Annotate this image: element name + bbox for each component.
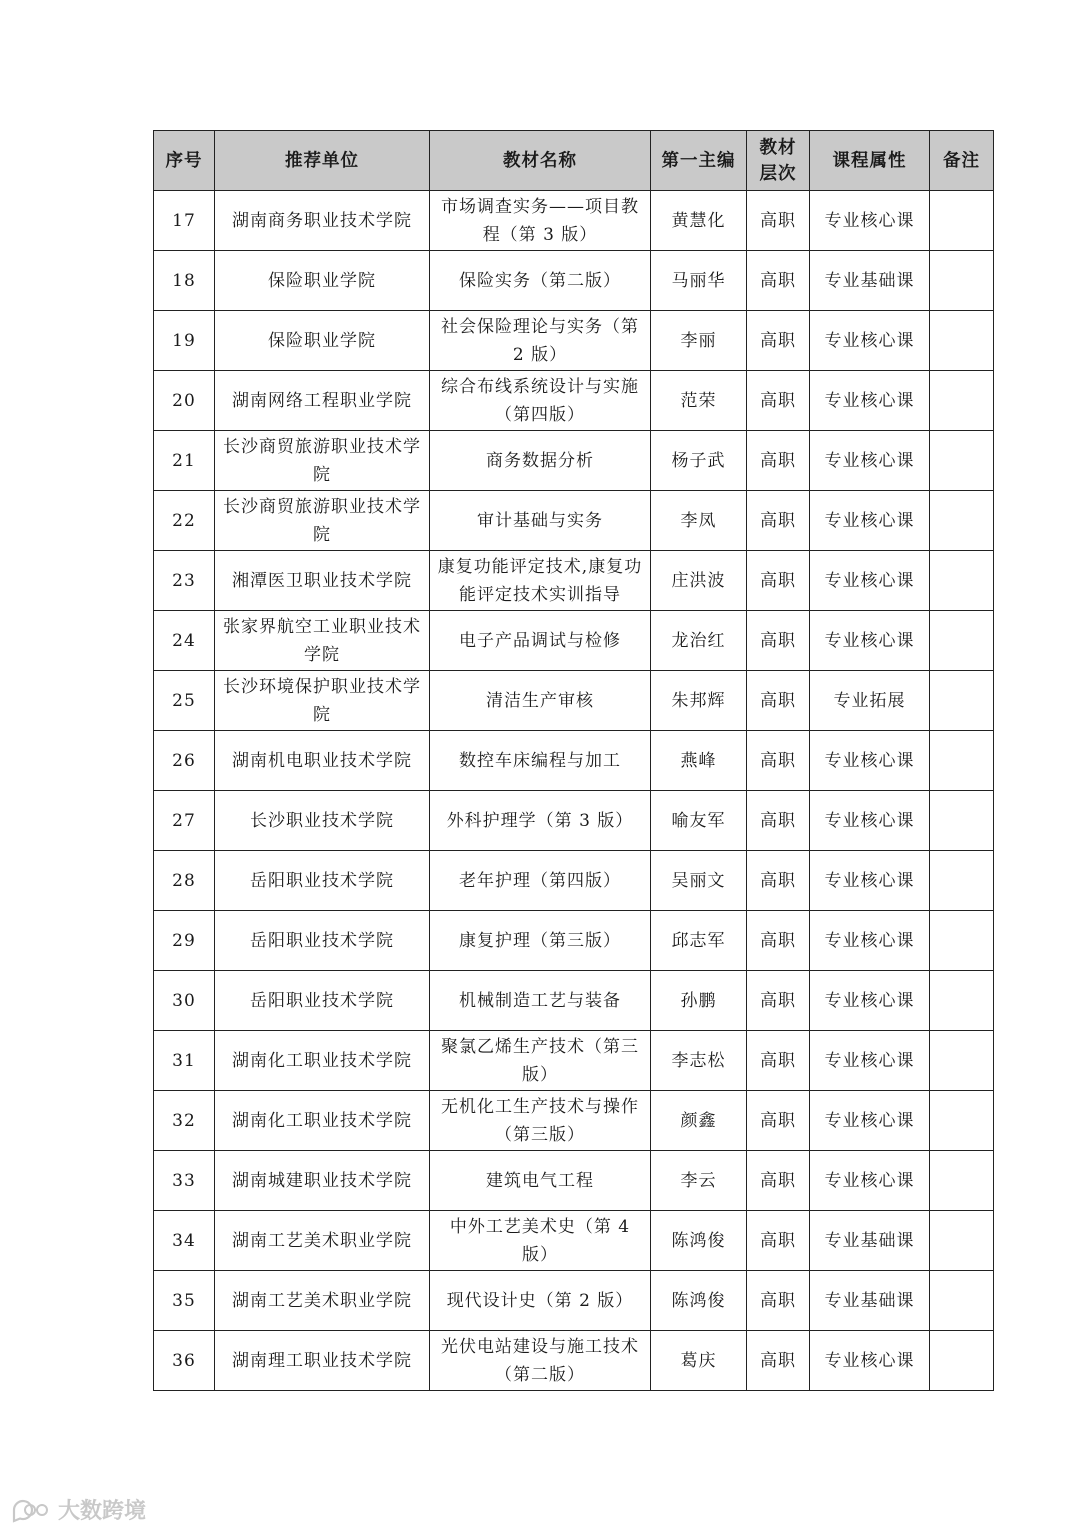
cell-editor: 吴丽文 <box>651 851 747 911</box>
cell-editor: 龙治红 <box>651 611 747 671</box>
cell-remark <box>930 971 994 1031</box>
cell-course-type: 专业核心课 <box>810 491 930 551</box>
cell-level: 高职 <box>747 1091 810 1151</box>
cell-course-type: 专业核心课 <box>810 1151 930 1211</box>
table-row <box>154 851 994 911</box>
cell-title: 建筑电气工程 <box>430 1151 651 1211</box>
cell-title: 商务数据分析 <box>430 431 651 491</box>
cell-title: 综合布线系统设计与实施（第四版） <box>430 371 651 431</box>
cell-course-type: 专业基础课 <box>810 1271 930 1331</box>
cell-remark <box>930 911 994 971</box>
cell-level: 高职 <box>747 1211 810 1271</box>
cell-title: 审计基础与实务 <box>430 491 651 551</box>
cell-title: 聚氯乙烯生产技术（第三版） <box>430 1031 651 1091</box>
cell-editor: 葛庆 <box>651 1331 747 1391</box>
cell-index: 23 <box>154 551 215 611</box>
table-row <box>154 1031 994 1091</box>
table-row <box>154 911 994 971</box>
cell-remark <box>930 551 994 611</box>
cell-unit: 张家界航空工业职业技术学院 <box>215 611 430 671</box>
cell-course-type: 专业核心课 <box>810 971 930 1031</box>
cell-course-type: 专业核心课 <box>810 191 930 251</box>
header-cell-editor: 第一主编 <box>651 131 747 191</box>
cell-index: 33 <box>154 1151 215 1211</box>
cell-title: 保险实务（第二版） <box>430 251 651 311</box>
table-row <box>154 1331 994 1391</box>
cell-index: 19 <box>154 311 215 371</box>
header-cell-index: 序号 <box>154 131 215 191</box>
cell-unit: 岳阳职业技术学院 <box>215 911 430 971</box>
table-row <box>154 251 994 311</box>
cell-remark <box>930 1031 994 1091</box>
cell-index: 31 <box>154 1031 215 1091</box>
cell-remark <box>930 311 994 371</box>
table-row <box>154 971 994 1031</box>
cell-editor: 陈鸿俊 <box>651 1211 747 1271</box>
cell-title: 中外工艺美术史（第 4 版） <box>430 1211 651 1271</box>
header-cell-remark: 备注 <box>930 131 994 191</box>
cell-unit: 湖南化工职业技术学院 <box>215 1031 430 1091</box>
header-cell-title: 教材名称 <box>430 131 651 191</box>
header-row <box>154 131 994 191</box>
cell-course-type: 专业核心课 <box>810 311 930 371</box>
cell-remark <box>930 611 994 671</box>
cell-unit: 长沙职业技术学院 <box>215 791 430 851</box>
cell-level: 高职 <box>747 371 810 431</box>
cell-editor: 杨子武 <box>651 431 747 491</box>
cell-title: 机械制造工艺与装备 <box>430 971 651 1031</box>
cell-remark <box>930 791 994 851</box>
cell-course-type: 专业核心课 <box>810 851 930 911</box>
cell-unit: 湖南网络工程职业学院 <box>215 371 430 431</box>
cell-level: 高职 <box>747 851 810 911</box>
watermark-text: 大数跨境 <box>58 1499 147 1524</box>
cell-index: 21 <box>154 431 215 491</box>
cell-editor: 邱志军 <box>651 911 747 971</box>
cell-remark <box>930 191 994 251</box>
cell-remark <box>930 851 994 911</box>
cell-level: 高职 <box>747 431 810 491</box>
cell-editor: 黄慧化 <box>651 191 747 251</box>
cell-remark <box>930 491 994 551</box>
textbook-table <box>153 130 994 1391</box>
table-row <box>154 1151 994 1211</box>
cell-remark <box>930 731 994 791</box>
cell-level: 高职 <box>747 671 810 731</box>
cell-editor: 李丽 <box>651 311 747 371</box>
cell-level: 高职 <box>747 191 810 251</box>
cell-index: 30 <box>154 971 215 1031</box>
cell-level: 高职 <box>747 971 810 1031</box>
header-cell-course-type: 课程属性 <box>810 131 930 191</box>
cell-course-type: 专业拓展 <box>810 671 930 731</box>
cell-unit: 湖南商务职业技术学院 <box>215 191 430 251</box>
table-row <box>154 191 994 251</box>
cell-course-type: 专业核心课 <box>810 1091 930 1151</box>
cell-course-type: 专业核心课 <box>810 371 930 431</box>
cell-remark <box>930 431 994 491</box>
table-row <box>154 671 994 731</box>
cell-remark <box>930 1091 994 1151</box>
header-cell-unit: 推荐单位 <box>215 131 430 191</box>
cell-level: 高职 <box>747 1031 810 1091</box>
cell-title: 市场调查实务——项目教程（第 3 版） <box>430 191 651 251</box>
cell-course-type: 专业基础课 <box>810 1211 930 1271</box>
cell-level: 高职 <box>747 791 810 851</box>
cell-index: 28 <box>154 851 215 911</box>
cell-index: 17 <box>154 191 215 251</box>
cell-unit: 长沙环境保护职业技术学院 <box>215 671 430 731</box>
cell-index: 32 <box>154 1091 215 1151</box>
cell-title: 社会保险理论与实务（第 2 版） <box>430 311 651 371</box>
cell-index: 34 <box>154 1211 215 1271</box>
cell-remark <box>930 371 994 431</box>
cell-index: 24 <box>154 611 215 671</box>
watermark <box>10 1494 146 1525</box>
cell-editor: 喻友军 <box>651 791 747 851</box>
cell-unit: 长沙商贸旅游职业技术学院 <box>215 491 430 551</box>
cell-remark <box>930 1331 994 1391</box>
cell-unit: 岳阳职业技术学院 <box>215 971 430 1031</box>
table-row <box>154 731 994 791</box>
cell-editor: 李凤 <box>651 491 747 551</box>
cell-editor: 朱邦辉 <box>651 671 747 731</box>
cell-course-type: 专业核心课 <box>810 791 930 851</box>
cell-unit: 湖南工艺美术职业学院 <box>215 1211 430 1271</box>
table-header <box>154 131 994 191</box>
cell-course-type: 专业核心课 <box>810 911 930 971</box>
cell-unit: 岳阳职业技术学院 <box>215 851 430 911</box>
cell-unit: 湘潭医卫职业技术学院 <box>215 551 430 611</box>
cell-unit: 湖南理工职业技术学院 <box>215 1331 430 1391</box>
cell-level: 高职 <box>747 1151 810 1211</box>
cell-editor: 孙鹏 <box>651 971 747 1031</box>
cell-editor: 庄洪波 <box>651 551 747 611</box>
cell-index: 29 <box>154 911 215 971</box>
cell-title: 清洁生产审核 <box>430 671 651 731</box>
cell-editor: 陈鸿俊 <box>651 1271 747 1331</box>
cell-editor: 颜鑫 <box>651 1091 747 1151</box>
cell-index: 35 <box>154 1271 215 1331</box>
cell-unit: 湖南机电职业技术学院 <box>215 731 430 791</box>
cell-editor: 燕峰 <box>651 731 747 791</box>
table-row <box>154 1211 994 1271</box>
cell-unit: 保险职业学院 <box>215 311 430 371</box>
cell-index: 26 <box>154 731 215 791</box>
cell-editor: 范荣 <box>651 371 747 431</box>
cell-index: 36 <box>154 1331 215 1391</box>
table-row <box>154 551 994 611</box>
cell-level: 高职 <box>747 611 810 671</box>
cell-title: 无机化工生产技术与操作（第三版） <box>430 1091 651 1151</box>
cell-level: 高职 <box>747 911 810 971</box>
cell-title: 现代设计史（第 2 版） <box>430 1271 651 1331</box>
cell-level: 高职 <box>747 1271 810 1331</box>
cell-remark <box>930 1151 994 1211</box>
cell-course-type: 专业核心课 <box>810 431 930 491</box>
cell-course-type: 专业基础课 <box>810 251 930 311</box>
cell-title: 康复护理（第三版） <box>430 911 651 971</box>
cell-index: 25 <box>154 671 215 731</box>
cell-level: 高职 <box>747 251 810 311</box>
cell-remark <box>930 1211 994 1271</box>
table-row <box>154 1271 994 1331</box>
table-row <box>154 611 994 671</box>
cell-remark <box>930 251 994 311</box>
table-row <box>154 491 994 551</box>
cell-editor: 李志松 <box>651 1031 747 1091</box>
cell-index: 18 <box>154 251 215 311</box>
table-row <box>154 791 994 851</box>
cell-title: 外科护理学（第 3 版） <box>430 791 651 851</box>
cell-level: 高职 <box>747 491 810 551</box>
cell-level: 高职 <box>747 311 810 371</box>
cell-editor: 李云 <box>651 1151 747 1211</box>
cell-course-type: 专业核心课 <box>810 731 930 791</box>
cell-level: 高职 <box>747 1331 810 1391</box>
cell-title: 康复功能评定技术,康复功能评定技术实训指导 <box>430 551 651 611</box>
header-cell-level: 教材 层次 <box>747 131 810 191</box>
cell-remark <box>930 671 994 731</box>
cell-index: 27 <box>154 791 215 851</box>
cell-unit: 湖南工艺美术职业学院 <box>215 1271 430 1331</box>
cell-unit: 长沙商贸旅游职业技术学院 <box>215 431 430 491</box>
cell-unit: 湖南城建职业技术学院 <box>215 1151 430 1211</box>
cell-course-type: 专业核心课 <box>810 551 930 611</box>
cell-title: 数控车床编程与加工 <box>430 731 651 791</box>
cell-unit: 湖南化工职业技术学院 <box>215 1091 430 1151</box>
cell-title: 光伏电站建设与施工技术（第二版） <box>430 1331 651 1391</box>
cell-editor: 马丽华 <box>651 251 747 311</box>
table-row <box>154 311 994 371</box>
cell-level: 高职 <box>747 551 810 611</box>
cell-title: 电子产品调试与检修 <box>430 611 651 671</box>
cell-course-type: 专业核心课 <box>810 1331 930 1391</box>
bubble-logo-icon <box>10 1497 52 1523</box>
cell-level: 高职 <box>747 731 810 791</box>
table-row <box>154 371 994 431</box>
cell-remark <box>930 1271 994 1331</box>
cell-index: 22 <box>154 491 215 551</box>
cell-title: 老年护理（第四版） <box>430 851 651 911</box>
cell-unit: 保险职业学院 <box>215 251 430 311</box>
cell-course-type: 专业核心课 <box>810 611 930 671</box>
table-row <box>154 1091 994 1151</box>
table-row <box>154 431 994 491</box>
table-body <box>154 191 994 1391</box>
cell-index: 20 <box>154 371 215 431</box>
cell-course-type: 专业核心课 <box>810 1031 930 1091</box>
